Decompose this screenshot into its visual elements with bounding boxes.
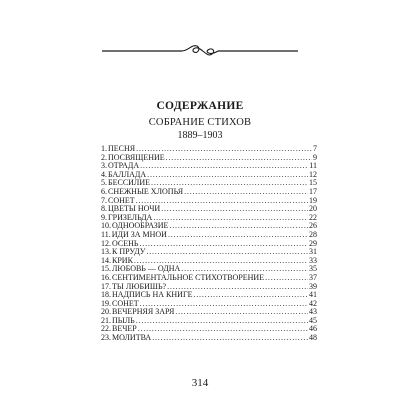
toc-entry-number: 9. <box>101 213 107 222</box>
toc-entry-title: КРИК <box>112 256 133 265</box>
toc-dot-leader <box>136 145 312 154</box>
toc-dot-leader <box>147 171 308 180</box>
collection-years: 1889–1903 <box>177 130 223 141</box>
ornament-divider <box>100 40 300 62</box>
toc-entry-number: 14. <box>101 256 111 265</box>
toc-entry-number: 3. <box>101 162 107 171</box>
toc-entry-number: 6. <box>101 187 107 196</box>
toc-entry-number: 2. <box>101 153 107 162</box>
toc-entry-page: 26 <box>309 222 317 231</box>
toc-entry <box>101 283 317 292</box>
toc-dot-leader <box>168 231 308 240</box>
toc-dot-leader <box>140 300 308 309</box>
toc-entry-title: ОТРАДА <box>108 162 140 171</box>
toc-dot-leader <box>136 317 308 326</box>
toc-entry-title: НАДПИСЬ НА КНИГЕ <box>112 291 193 300</box>
toc-entry <box>101 197 317 206</box>
toc-entry-title: СОНЕТ <box>108 196 135 205</box>
toc-entry-title: СОНЕТ <box>112 299 139 308</box>
toc-entry-number: 17. <box>101 282 111 291</box>
toc-entry <box>101 300 317 309</box>
toc-entry-title: СЕНТИМЕНТАЛЬНОЕ СТИХОТВОРЕНИЕ <box>112 273 265 282</box>
toc-dot-leader <box>175 308 308 317</box>
toc-dot-leader <box>166 154 312 163</box>
toc-dot-leader <box>134 257 308 266</box>
toc-entry-number: 15. <box>101 265 111 274</box>
toc-dot-leader <box>153 214 308 223</box>
toc-entry-number: 20. <box>101 308 111 317</box>
toc-entry-title: ПОСВЯЩЕНИЕ <box>108 153 165 162</box>
toc-entry-number: 4. <box>101 170 107 179</box>
toc-entry-page: 9 <box>313 153 317 162</box>
toc-entry <box>101 222 317 231</box>
toc-entry-title: ИДИ ЗА МНОЙ <box>111 230 167 239</box>
toc-entry-page: 33 <box>309 256 317 265</box>
toc-entry-title: ПЫЛЬ <box>112 316 135 325</box>
toc-entry-number: 12. <box>101 239 111 248</box>
toc-entry-title: ВЕЧЕРНЯЯ ЗАРЯ <box>112 308 175 317</box>
toc-entry-page: 35 <box>309 265 317 274</box>
toc-dot-leader <box>146 248 308 257</box>
toc-entry-page: 39 <box>309 282 317 291</box>
toc-entry-number: 10. <box>101 222 111 231</box>
toc-heading: СОДЕРЖАНИЕ <box>156 100 244 112</box>
toc-entry-title: ВЕЧЕР <box>112 325 137 334</box>
toc-entry-page: 19 <box>309 196 317 205</box>
toc-entry <box>101 214 317 223</box>
toc-entry-title: ОСЕНЬ <box>112 239 139 248</box>
toc-dot-leader <box>181 265 308 274</box>
toc-dot-leader <box>161 205 308 214</box>
toc-entry-number: 21. <box>101 316 111 325</box>
toc-entry-title: ПЕСНЯ <box>108 145 136 153</box>
toc-entry-number: 8. <box>101 205 107 214</box>
toc-entry-number: 23. <box>101 334 111 343</box>
toc-entry-number: 18. <box>101 291 111 300</box>
toc-entry-page: 37 <box>309 273 317 282</box>
toc-dot-leader <box>136 197 308 206</box>
toc-entry-page: 48 <box>309 334 317 343</box>
toc-entry-title: БАЛЛАДА <box>108 170 147 179</box>
toc-entry <box>101 317 317 326</box>
toc-entry-page: 42 <box>309 299 317 308</box>
toc-entry-page: 11 <box>309 162 317 171</box>
toc-dot-leader <box>151 179 308 188</box>
toc-entry <box>101 240 317 249</box>
toc-entry-title: ЦВЕТЫ НОЧИ <box>108 205 161 214</box>
page-number: 314 <box>191 377 209 389</box>
toc-entry-title: СНЕЖНЫЕ ХЛОПЬЯ <box>108 187 184 196</box>
toc-entry-title: ОДНООБРАЗИЕ <box>112 222 169 231</box>
toc-entry-page: 43 <box>309 308 317 317</box>
toc-entry-number: 13. <box>101 248 111 257</box>
toc-entry-number: 16. <box>101 273 111 282</box>
toc-entry-page: 29 <box>309 239 317 248</box>
toc-entry-page: 45 <box>309 316 317 325</box>
toc-entry-page: 28 <box>309 230 317 239</box>
toc-entry-number: 19. <box>101 299 111 308</box>
toc-entry <box>101 274 317 283</box>
toc-entry-title: МОЛИТВА <box>112 334 152 343</box>
toc-entry <box>101 179 317 188</box>
toc-dot-leader <box>193 291 308 300</box>
toc-entry <box>101 205 317 214</box>
collection-title: СОБРАНИЕ СТИХОВ <box>148 117 252 128</box>
toc-entry-page: 20 <box>309 205 317 214</box>
toc-entry-page: 12 <box>309 170 317 179</box>
toc-dot-leader <box>138 325 308 334</box>
toc-dot-leader <box>152 334 308 343</box>
toc-entry <box>101 188 317 197</box>
toc-dot-leader <box>140 162 308 171</box>
toc-entry-title: ГРИЗЕЛЬДА <box>108 213 153 222</box>
toc-entry-number: 22. <box>101 325 111 334</box>
toc-entry <box>101 145 317 154</box>
toc-entry <box>101 257 317 266</box>
toc-entry-title: ТЫ ЛЮБИШЬ? <box>112 282 167 291</box>
toc-list <box>101 145 317 343</box>
toc-entry <box>101 308 317 317</box>
toc-entry <box>101 171 317 180</box>
toc-entry-title: К ПРУДУ <box>112 248 146 257</box>
toc-dot-leader <box>139 240 308 249</box>
toc-entry-number: 5. <box>101 179 107 188</box>
toc-dot-leader <box>265 274 308 283</box>
toc-entry-page: 22 <box>309 213 317 222</box>
toc-entry <box>101 248 317 257</box>
toc-entry-number: 11. <box>101 230 111 239</box>
toc-entry <box>101 162 317 171</box>
toc-entry <box>101 154 317 163</box>
toc-entry-page: 7 <box>313 145 317 153</box>
toc-entry <box>101 231 317 240</box>
toc-entry-page: 17 <box>309 187 317 196</box>
toc-dot-leader <box>169 222 308 231</box>
toc-entry <box>101 325 317 334</box>
toc-entry <box>101 334 317 343</box>
toc-entry <box>101 265 317 274</box>
toc-entry-page: 46 <box>309 325 317 334</box>
toc-entry-title: ЛЮБОВЬ — ОДНА <box>112 265 181 274</box>
toc-entry-page: 41 <box>309 291 317 300</box>
toc-dot-leader <box>184 188 308 197</box>
toc-entry-page: 15 <box>309 179 317 188</box>
toc-entry-page: 31 <box>309 248 317 257</box>
toc-entry-number: 1. <box>101 145 107 153</box>
toc-dot-leader <box>167 283 308 292</box>
toc-entry-title: БЕССИЛИЕ <box>108 179 151 188</box>
toc-entry-number: 7. <box>101 196 107 205</box>
toc-entry <box>101 291 317 300</box>
